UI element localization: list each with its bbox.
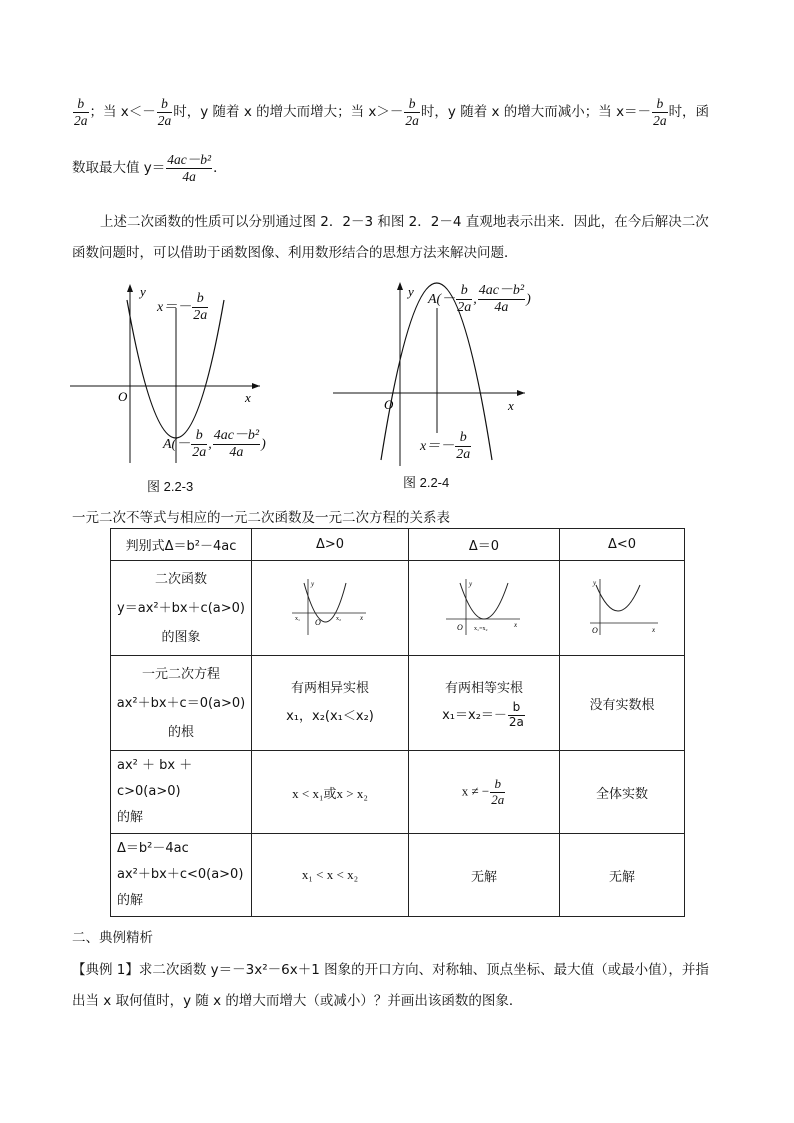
svg-text:y: y [593, 579, 597, 587]
row-lt-label: Δ＝b²－4ac ax²＋bx＋c<0(a>0) 的解 [111, 834, 252, 917]
fig2-caption: 图 2.2-4 [403, 475, 450, 490]
fig2-vertex-label: A(－ $\frac{b}{2a}$ , $\frac{\text{4ac－b²}}{4a}$ ) [428, 283, 531, 316]
x-axis-arrow [252, 383, 260, 389]
x-label: x [245, 390, 251, 405]
text-line-2: 数取最大值 y＝ $\frac{\text{4ac－b²}}{4a}$ ． [72, 152, 227, 184]
relation-table [110, 528, 685, 917]
origin-label: O [118, 389, 128, 404]
row-equation-label: 一元二次方程 ax²＋bx＋c＝0(a>0) 的根 [111, 656, 252, 751]
header-delta-zero: Δ＝0 [409, 529, 560, 561]
two-distinct-roots: 有两相异实根 x₁，x₂(x₁＜x₂) [252, 656, 409, 751]
table-title: 一元二次不等式与相应的一元二次函数及一元二次方程的关系表 [72, 510, 450, 526]
table-row [111, 834, 685, 917]
y-label: y [408, 284, 414, 299]
section-heading: 二、典例精析 [72, 930, 153, 946]
gt-solution-all-reals: 全体实数 [560, 751, 685, 834]
table-row [111, 656, 685, 751]
fig1-vertex-label: A(－ $\frac{b}{2a}$ , $\frac{\text{4ac－b²}}{4a}$ ) [163, 428, 266, 461]
row-gt-label: ax² ＋ bx ＋ c>0(a>0) 的解 [111, 751, 252, 834]
table-row [111, 751, 685, 834]
x-label: x [508, 398, 514, 413]
y-axis-arrow [397, 282, 403, 290]
mini-graph-no-root [582, 575, 662, 637]
fig1-axis-label: x＝－ $\frac{b}{2a}$ [157, 291, 208, 324]
table-row [111, 529, 685, 561]
table-row [111, 561, 685, 656]
origin-label: O [384, 397, 394, 412]
svg-text:x₁: x₁ [295, 616, 301, 622]
lt-solution-two-roots: x₁ < x < x₂ [252, 834, 409, 917]
svg-text:x: x [514, 621, 518, 629]
svg-text:y: y [469, 580, 473, 588]
x-axis-arrow [517, 390, 525, 396]
fig2-axis-label: x＝－ $\frac{b}{2a}$ [420, 430, 471, 463]
svg-text:x: x [652, 626, 656, 634]
equal-roots: 有两相等实根 x₁＝x₂＝－ $\frac{b}{2a}$ [409, 656, 560, 751]
svg-text:x₁=x₂: x₁=x₂ [474, 626, 488, 632]
header-delta-positive: Δ>0 [252, 529, 409, 561]
header-discriminant: 判别式Δ＝b²－4ac [111, 529, 252, 561]
gt-solution-equal-roots: x ≠ − $\frac{b}{2a}$ [409, 751, 560, 834]
text-line-1: $\frac{b}{2a}$ ；当 x＜－ $\frac{b}{2a}$ 时，y 随着 x 的增大而增大；当 x＞－ $\frac{b}{2a}$ 时，y 随着 x 的增大而减小；当 x＝－ $\frac{b}{2a}$ 时，函 [74, 96, 710, 128]
svg-text:O: O [315, 618, 321, 627]
graph-no-root [560, 561, 685, 656]
fig1-caption: 图 2.2-3 [147, 479, 194, 494]
graph-two-roots [252, 561, 409, 656]
fraction-b-over-2a: $\frac{b}{2a}$ [74, 96, 88, 128]
paragraph-2-line-1: 上述二次函数的性质可以分别通过图 2．2－3 和图 2．2－4 直观地表示出来．因此，在今后解决二次 [100, 214, 709, 230]
svg-text:x₂: x₂ [336, 616, 342, 622]
paragraph-2-line-2: 函数问题时，可以借助于函数图像、利用数形结合的思想方法来解决问题． [72, 245, 518, 261]
header-delta-negative: Δ<0 [560, 529, 685, 561]
max-value-fraction: $\frac{\text{4ac－b²}}{4a}$ [167, 152, 212, 184]
no-real-root: 没有实数根 [560, 656, 685, 751]
mini-graph-double-root [444, 575, 524, 637]
svg-text:x: x [360, 614, 364, 622]
lt-solution-equal-roots: 无解 [409, 834, 560, 917]
example-line-1: 【典例 1】求二次函数 y＝－3x²－6x＋1 图象的开口方向、对称轴、顶点坐标、最大值（或最小值），并指 [72, 962, 709, 978]
mini-graph-two-roots [290, 575, 370, 637]
lt-solution-no-root: 无解 [560, 834, 685, 917]
svg-text:y: y [311, 580, 315, 588]
row-function-label: 二次函数 y＝ax²＋bx＋c(a>0) 的图象 [111, 561, 252, 656]
svg-text:O: O [592, 626, 598, 635]
svg-text:O: O [457, 623, 463, 632]
y-axis-arrow [127, 284, 133, 292]
y-label: y [140, 284, 146, 299]
gt-solution-two-roots: x < x₁或x > x₂ [252, 751, 409, 834]
graph-double-root [409, 561, 560, 656]
example-line-2: 出当 x 取何值时，y 随 x 的增大而增大（或减小）？并画出该函数的图象． [72, 993, 523, 1009]
